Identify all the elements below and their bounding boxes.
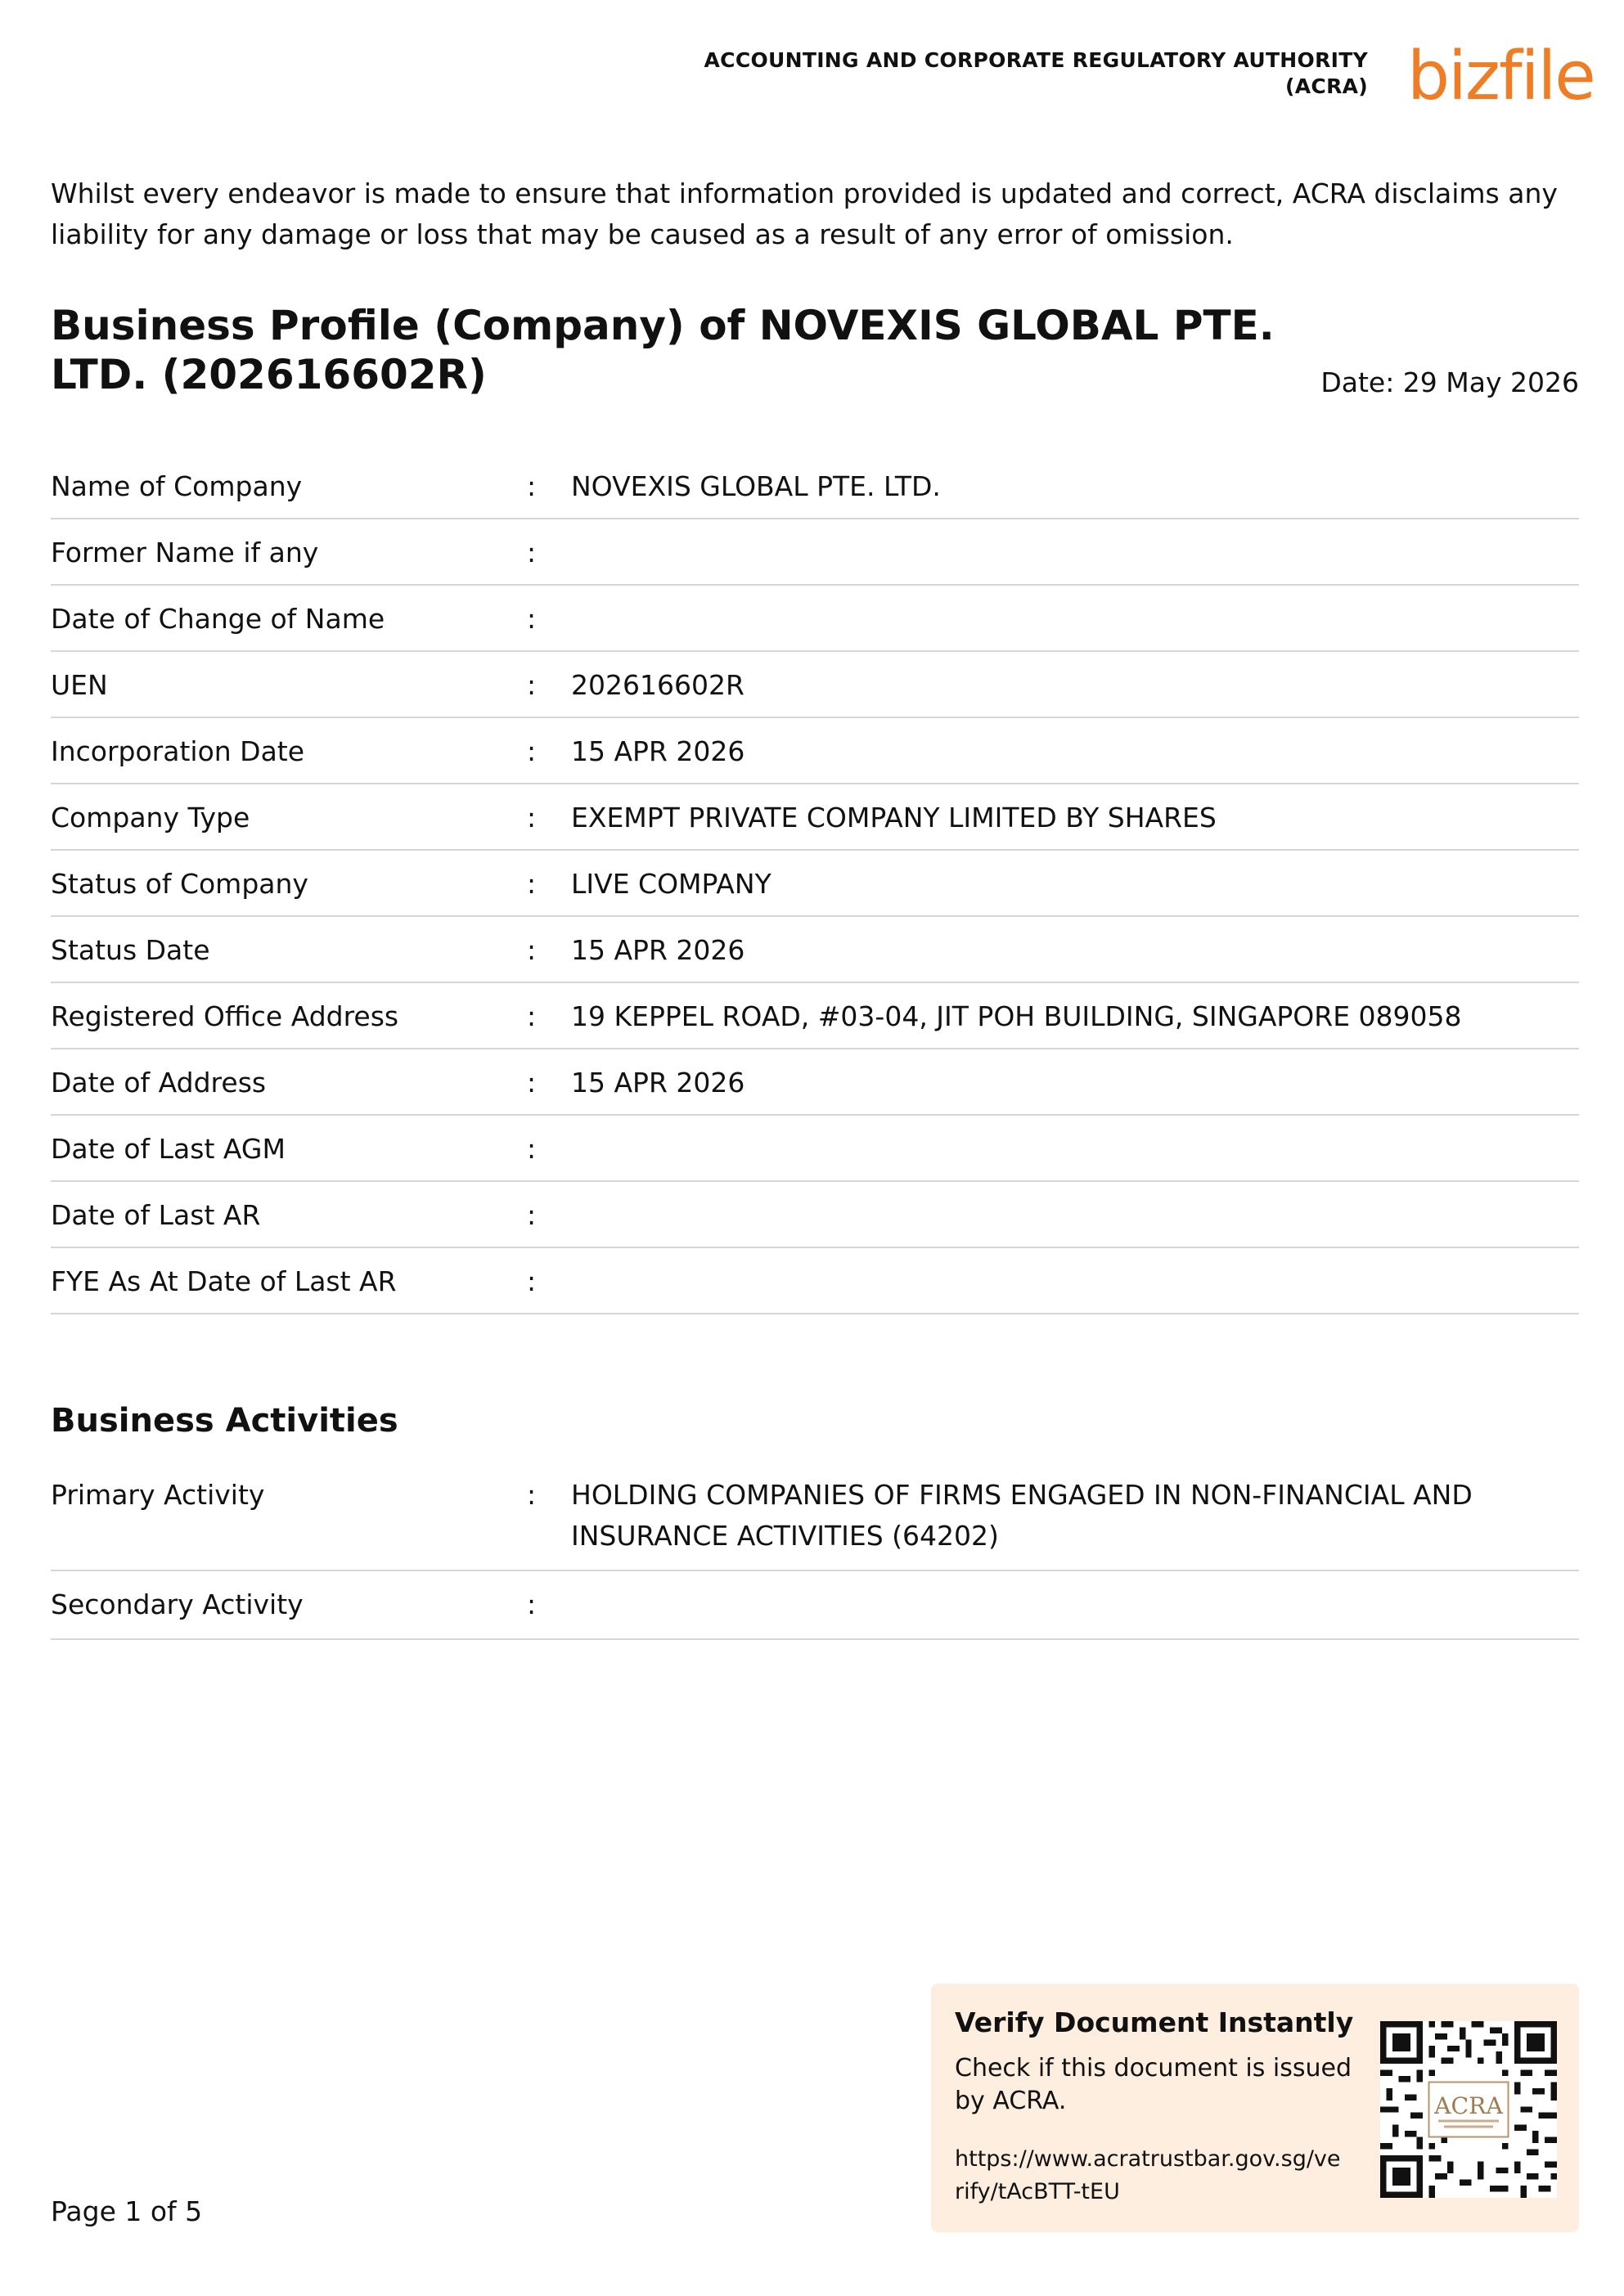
profile-row (51, 519, 1579, 586)
verify-document-panel (931, 1984, 1579, 2232)
verify-title: Verify Document Instantly (955, 2006, 1354, 2038)
bizfile-logo: bizfile (1407, 38, 1595, 115)
field-label: FYE As At Date of Last AR (51, 1265, 397, 1297)
profile-row (51, 1182, 1579, 1248)
field-label: UEN (51, 669, 108, 701)
page-title: Business Profile (Company) of NOVEXIS GLOBAL PTE. LTD. (202616602R) (51, 302, 1275, 398)
field-separator: : (527, 1588, 537, 1620)
profile-row (51, 983, 1579, 1049)
field-separator: : (527, 1133, 537, 1165)
field-value (571, 1195, 1579, 1236)
verify-description: Check if this document is issued by ACRA. (955, 2054, 1352, 2115)
field-value: 19 KEPPEL ROAD, #03-04, JIT POH BUILDING, SINGAPORE 089058 (571, 1000, 1462, 1032)
activity-row (51, 1571, 1579, 1640)
verify-link[interactable]: https://www.acratrustbar.gov.sg/verify/tAcBTT-tEU (955, 2146, 1341, 2204)
field-value (571, 1261, 1579, 1302)
field-value: 202616602R (571, 669, 745, 701)
profile-row (51, 1116, 1579, 1182)
field-separator: : (527, 1479, 537, 1511)
field-label: Status Date (51, 934, 210, 966)
profile-row (51, 1248, 1579, 1314)
field-value (571, 1584, 1579, 1625)
profile-row (51, 1049, 1579, 1116)
field-separator: : (527, 735, 537, 767)
authority-line-2: (ACRA) (1285, 74, 1368, 98)
profile-row (51, 586, 1579, 652)
field-label: Name of Company (51, 470, 303, 502)
disclaimer-text: Whilst every endeavor is made to ensure that information provided is updated and correct, ACRA disclaims any liability for any damage or loss that may be caused as a result of any error of omission. (51, 177, 1558, 250)
profile-row (51, 453, 1579, 519)
profile-row (51, 917, 1579, 983)
field-value: 15 APR 2026 (571, 735, 745, 767)
field-separator: : (527, 1199, 537, 1231)
field-label: Status of Company (51, 868, 308, 900)
field-value (571, 1129, 1579, 1170)
field-separator: : (527, 868, 537, 900)
field-value: NOVEXIS GLOBAL PTE. LTD. (571, 470, 941, 502)
field-separator: : (527, 603, 537, 635)
activity-row (51, 1462, 1579, 1571)
field-value: HOLDING COMPANIES OF FIRMS ENGAGED IN NON-FINANCIAL AND INSURANCE ACTIVITIES (64202) (571, 1479, 1473, 1552)
page-number: Page 1 of 5 (51, 2195, 203, 2227)
authority-line-1: ACCOUNTING AND CORPORATE REGULATORY AUTHORITY (704, 48, 1368, 72)
field-label: Incorporation Date (51, 735, 305, 767)
profile-row (51, 851, 1579, 917)
field-separator: : (527, 1000, 537, 1032)
profile-row (51, 784, 1579, 851)
field-label: Primary Activity (51, 1479, 265, 1511)
field-label: Company Type (51, 802, 250, 833)
company-profile-table (51, 453, 1579, 1314)
field-label: Date of Last AGM (51, 1133, 286, 1165)
field-separator: : (527, 669, 537, 701)
field-separator: : (527, 1265, 537, 1297)
field-value: EXEMPT PRIVATE COMPANY LIMITED BY SHARES (571, 802, 1217, 833)
qr-code-icon[interactable] (1380, 2021, 1557, 2198)
field-label: Date of Address (51, 1067, 267, 1099)
field-label: Former Name if any (51, 537, 319, 568)
field-label: Registered Office Address (51, 1000, 399, 1032)
profile-row (51, 718, 1579, 784)
field-separator: : (527, 537, 537, 568)
field-value (571, 532, 1579, 573)
field-separator: : (527, 1067, 537, 1099)
profile-row (51, 652, 1579, 718)
field-label: Secondary Activity (51, 1588, 304, 1620)
field-label: Date of Change of Name (51, 603, 385, 635)
field-separator: : (527, 470, 537, 502)
field-value (571, 599, 1579, 640)
field-label: Date of Last AR (51, 1199, 261, 1231)
authority-name (632, 47, 1368, 100)
qr-acra-logo: ACRA (1434, 2092, 1503, 2120)
business-activities-heading: Business Activities (51, 1402, 398, 1440)
field-value: 15 APR 2026 (571, 934, 745, 966)
field-value: 15 APR 2026 (571, 1067, 745, 1099)
business-activities-table (51, 1462, 1579, 1640)
field-separator: : (527, 802, 537, 833)
field-separator: : (527, 934, 537, 966)
document-date: Date: 29 May 2026 (1320, 366, 1579, 398)
field-value: LIVE COMPANY (571, 868, 772, 900)
